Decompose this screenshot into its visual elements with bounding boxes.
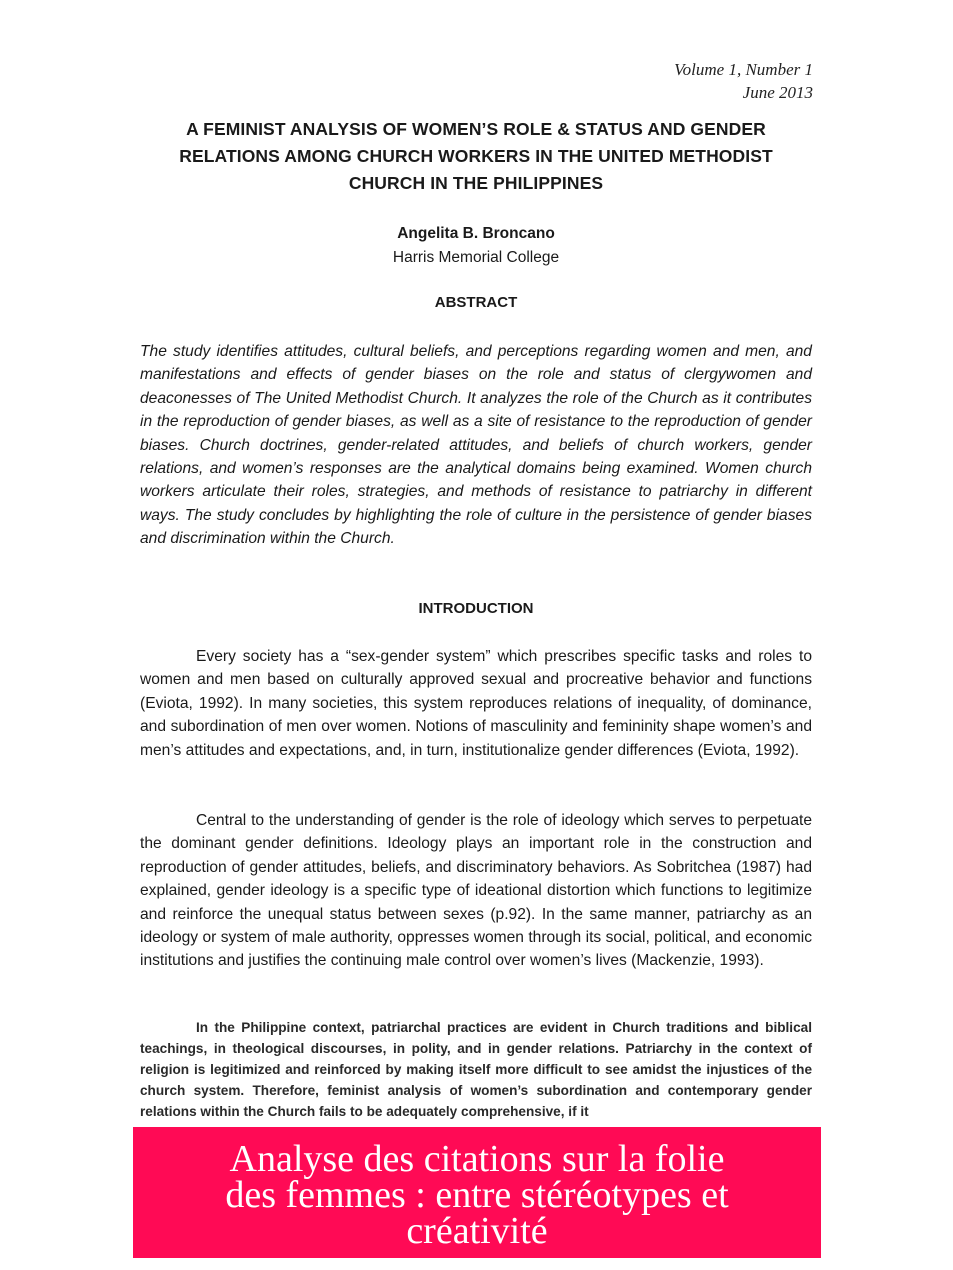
abstract-text: The study identifies attitudes, cultural beliefs, and perceptions regarding women and men, and manifestations and effects of gender biases on the role and status of clergywomen and deaconesses of The United Methodist Church. It analyzes the role of the Church as it contributes in the reproduction of gender biases, as well as a site of resistance to the reproduction of gender biases. Church doctrines, gender-related attitudes, and beliefs of church workers, gender relations, and women’s responses are the analytical domains being examined. Women church workers articulate their roles, strategies, and methods of resistance to patriarchy in different ways. The study concludes by highlighting the role of culture in the persistence of gender biases and discrimination within the Church. [140,343,812,548]
introduction-heading: INTRODUCTION [418,600,534,617]
journal-meta [674,58,813,104]
intro-paragraph-1: Every society has a “sex-gender system” which prescribes specific tasks and roles to women and men based on culturally approved sexual and procreative behavior and functions (Eviota, 1992). In many societies, this system reproduces relations of inequality, of dominance, and subordination of men over women. Notions of masculinity and femininity shape women’s and men’s attitudes and expectations, and, in turn, institutionalize gender differences (Eviota, 1992). [140,648,812,759]
paper-affiliation: Harris Memorial College [392,249,560,266]
title-banner [133,1127,821,1258]
intro-paragraph-3: In the Philippine context, patriarchal practices are evident in Church traditions and biblical teachings, in theological discourses, in polity, and in gender relations. Patriarchy in the context of religion is legitimized and reinforced by making itself more difficult to see amidst the injustices of the church system. Therefore, feminist analysis of women’s subordination and contemporary gender relations within the Church fails to be adequately comprehensive, if it [140,1020,812,1119]
paper-author: Angelita B. Broncano [397,225,555,242]
paper-title: A FEMINIST ANALYSIS OF WOMEN’S ROLE & STATUS AND GENDER RELATIONS AMONG CHURCH WORKERS IN THE UNITED METHODIST CHURCH IN THE PHILIPPINES [179,119,773,193]
journal-date: June 2013 [742,83,813,102]
abstract-heading: ABSTRACT [434,294,518,311]
banner-text: Analyse des citations sur la folie des femmes : entre stéréotypes et créativité [225,1137,729,1252]
intro-paragraph-2: Central to the understanding of gender is the role of ideology which serves to perpetuate the dominant gender definitions. Ideology plays an important role in the construction and reproduction of gender attitudes, beliefs, and discriminatory behaviors. As Sobritchea (1987) had explained, gender ideology is a specific type of ideational distortion which functions to legitimize and reinforce the unequal status between sexes (p.92). In the same manner, patriarchy as an ideology or system of male authority, oppresses women through its social, political, and economic institutions and justifies the continuing male control over women’s lives (Mackenzie, 1993). [140,812,812,970]
journal-volume: Volume 1, Number 1 [674,60,813,79]
